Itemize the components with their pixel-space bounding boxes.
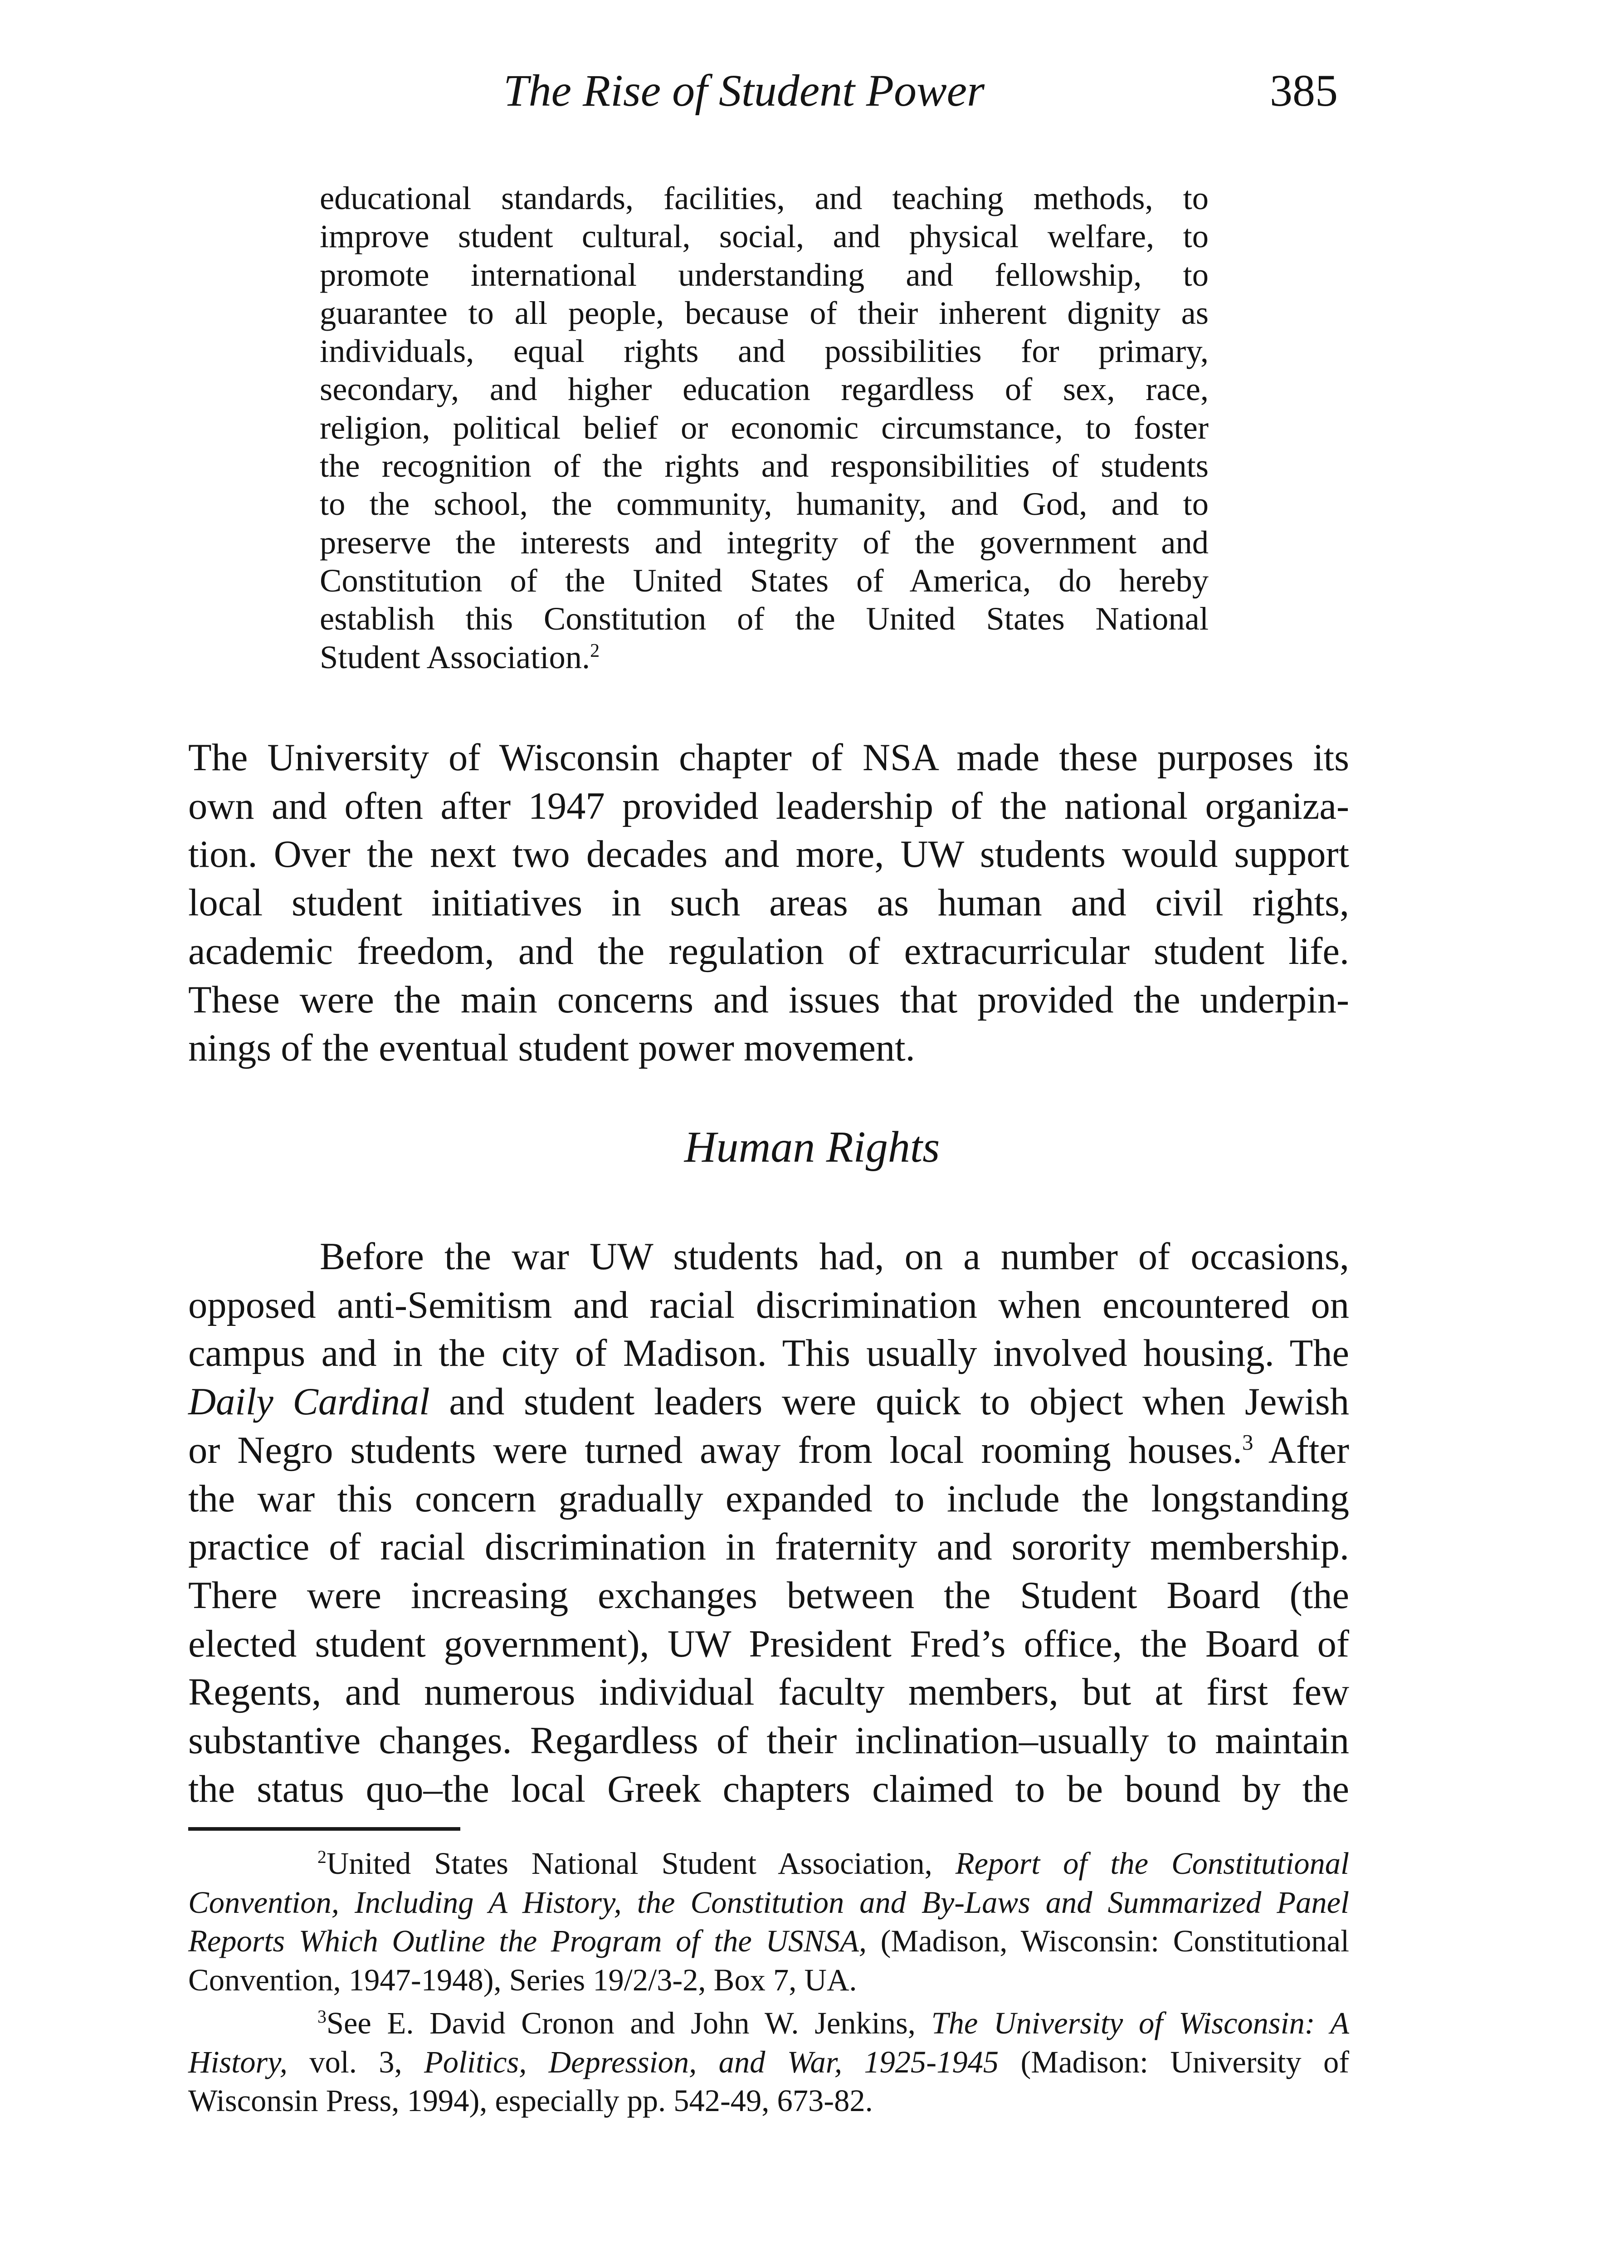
- paragraph-line: own and often after 1947 provided leadership of the national organiza-: [188, 785, 1349, 827]
- footnote-2-line: [188, 1883, 1349, 1922]
- paragraph-line: tion. Over the next two decades and more, UW students would support: [188, 833, 1349, 876]
- quote-line: [320, 638, 1209, 676]
- paragraph-nsa-purposes: [188, 734, 1349, 1073]
- paragraph-line: [188, 1427, 1349, 1475]
- line-text: or Negro students were turned away from local rooming houses.: [188, 1429, 1242, 1471]
- footnote-citation-title: Politics, Depression, and War, 1925-1945: [424, 2044, 999, 2079]
- footnote-marker-2: 2: [317, 1847, 327, 1867]
- footnote-3-line: [188, 2043, 1349, 2082]
- paragraph-line: campus and in the city of Madison. This usually involved housing. The: [188, 1332, 1349, 1375]
- quote-line: educational standards, facilities, and teaching methods, to: [320, 180, 1209, 216]
- footnote-citation-title: The University of Wisconsin: A: [931, 2006, 1349, 2040]
- quote-line: Constitution of the United States of America, do hereby: [320, 562, 1209, 599]
- block-quote: [320, 179, 1209, 676]
- paragraph-line: practice of racial discrimination in fraternity and sorority membership.: [188, 1526, 1349, 1569]
- footnote-citation-title: Convention, Including A History, the Constitution and By-Laws and Summarized Panel: [188, 1885, 1349, 1920]
- paragraph-line: There were increasing exchanges between the Student Board (the: [188, 1574, 1349, 1617]
- quote-line: improve student cultural, social, and physical welfare, to: [320, 218, 1209, 255]
- paragraph-line: the status quo–the local Greek chapters claimed to be bound by the: [188, 1768, 1349, 1810]
- paragraph-line: elected student government), UW President Fred’s office, the Board of: [188, 1623, 1349, 1665]
- paragraph-line: The University of Wisconsin chapter of NSA made these purposes its: [188, 737, 1349, 779]
- line-text: After: [1253, 1429, 1349, 1471]
- footnote-text: (Madison, Wisconsin: Constitutional: [867, 1924, 1349, 1958]
- footnotes: [188, 1844, 1349, 2121]
- quote-line: promote international understanding and fellowship, to: [320, 256, 1209, 293]
- paragraph-line: substantive changes. Regardless of their inclination–usually to maintain: [188, 1720, 1349, 1762]
- paragraph-line: Regents, and numerous individual faculty members, but at first few: [188, 1671, 1349, 1714]
- footnote-citation-title: Report of the Constitutional: [955, 1846, 1350, 1881]
- quote-line: the recognition of the rights and responsibilities of students: [320, 447, 1209, 484]
- footnote-citation-title: Reports Which Outline the Program of the USNSA,: [188, 1924, 867, 1958]
- running-head-title: The Rise of Student Power: [503, 65, 985, 116]
- quote-line: secondary, and higher education regardless of sex, race,: [320, 371, 1209, 408]
- footnote-text: United States National Student Association,: [326, 1846, 956, 1881]
- footnote-divider: [188, 1827, 460, 1831]
- page-number: 385: [1270, 65, 1338, 116]
- quote-line: religion, political belief or economic circumstance, to foster: [320, 409, 1209, 446]
- quote-line: preserve the interests and integrity of the government and: [320, 523, 1209, 561]
- paragraph-line: Before the war UW students had, on a number of occasions,: [320, 1236, 1349, 1278]
- quote-text: Student Association.: [320, 638, 590, 675]
- footnote-3-line: Wisconsin Press, 1994), especially pp. 542-49, 673-82.: [188, 2083, 873, 2118]
- footnote-text: (Madison: University of: [999, 2044, 1349, 2079]
- footnote-text: See E. David Cronon and John W. Jenkins,: [326, 2006, 931, 2040]
- footnote-ref-2[interactable]: 2: [590, 640, 600, 661]
- paragraph-line: academic freedom, and the regulation of extracurricular student life.: [188, 930, 1349, 973]
- quote-line: establish this Constitution of the United States National: [320, 600, 1209, 637]
- paragraph-line: nings of the eventual student power movement.: [188, 1027, 915, 1070]
- line-text: and student leaders were quick to object when Jewish: [429, 1381, 1350, 1423]
- quote-line: to the school, the community, humanity, and God, and to: [320, 485, 1209, 523]
- paragraph-line: These were the main concerns and issues that provided the underpin-: [188, 978, 1349, 1021]
- paragraph-line: [188, 1378, 1349, 1427]
- footnote-text: vol. 3,: [287, 2044, 424, 2079]
- paragraph-line: local student initiatives in such areas as human and civil rights,: [188, 882, 1349, 924]
- footnote-3-line: [188, 2004, 1349, 2043]
- quote-line: guarantee to all people, because of their inherent dignity as: [320, 294, 1209, 331]
- daily-cardinal-title: Daily Cardinal: [188, 1381, 430, 1423]
- footnote-ref-3[interactable]: 3: [1242, 1429, 1253, 1455]
- footnote-2-line: [188, 1844, 1349, 1883]
- paragraph-line: the war this concern gradually expanded to include the longstanding: [188, 1477, 1349, 1520]
- footnote-marker-3: 3: [317, 2007, 327, 2027]
- section-heading-human-rights: Human Rights: [684, 1123, 940, 1172]
- footnote-citation-title: History,: [188, 2044, 288, 2079]
- footnote-2-line: [188, 1922, 1349, 1961]
- footnote-2-line: Convention, 1947-1948), Series 19/2/3-2, Box 7, UA.: [188, 1962, 857, 1997]
- paragraph-line: opposed anti-Semitism and racial discrimination when encountered on: [188, 1284, 1349, 1326]
- footnote-spacer: [188, 1999, 1349, 2004]
- quote-line: individuals, equal rights and possibilities for primary,: [320, 332, 1209, 370]
- paragraph-human-rights: [188, 1233, 1349, 1813]
